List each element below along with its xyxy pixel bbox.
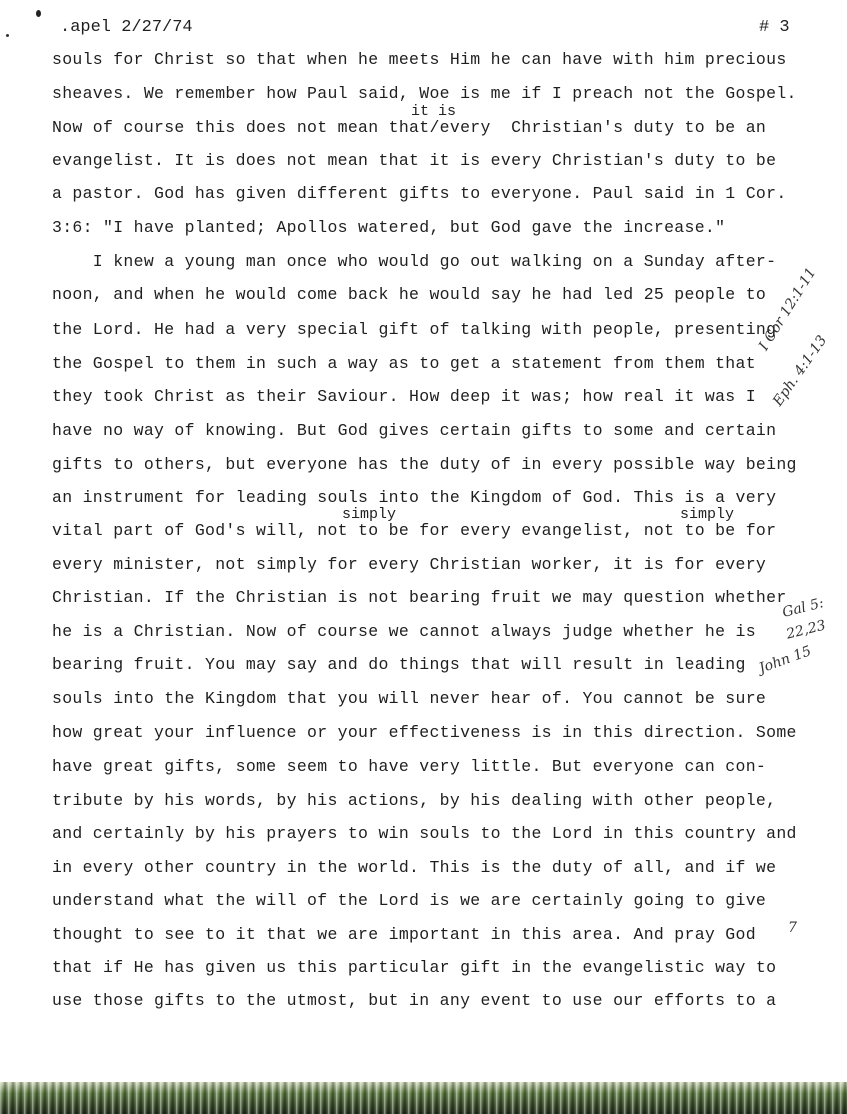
text-line: that if He has given us this particular gift in the evangelistic way to: [52, 958, 777, 977]
page-number: # 3: [759, 18, 790, 37]
text-line: bearing fruit. You may say and do things that will result in leading: [52, 655, 746, 674]
text-line: they took Christ as their Saviour. How deep it was; how real it was I: [52, 387, 756, 406]
text-line: tribute by his words, by his actions, by his dealing with other people,: [52, 791, 777, 810]
text-line: a pastor. God has given different gifts to everyone. Paul said in 1 Cor.: [52, 184, 787, 203]
margin-note: 22,23: [784, 617, 828, 643]
text-line: noon, and when he would come back he would say he had led 25 people to: [52, 285, 767, 304]
text-line: the Lord. He had a very special gift of talking with people, presenting: [52, 320, 777, 339]
text-line: I knew a young man once who would go out walking on a Sunday after-: [52, 252, 777, 271]
page-header-left: .apel 2/27/74: [60, 18, 193, 37]
interlinear-insertion: it is: [411, 103, 457, 120]
interlinear-insertion: simply: [680, 506, 735, 523]
text-line: Christian. If the Christian is not bearing fruit we may question whether: [52, 588, 787, 607]
text-line: thought to see to it that we are important in this area. And pray God: [52, 925, 756, 944]
text-line: Now of course this does not mean that/every Christian's duty to be an: [52, 118, 767, 137]
margin-note: 7: [788, 920, 797, 936]
interlinear-insertion: simply: [342, 506, 397, 523]
text-line: the Gospel to them in such a way as to get a statement from them that: [52, 354, 756, 373]
scan-speck: [6, 34, 9, 37]
text-line: understand what the will of the Lord is we are certainly going to give: [52, 891, 767, 910]
text-line: have great gifts, some seem to have very little. But everyone can con-: [52, 757, 767, 776]
text-line: evangelist. It is does not mean that it is every Christian's duty to be: [52, 151, 777, 170]
text-line: gifts to others, but everyone has the duty of in every possible way being: [52, 455, 797, 474]
scan-speck: [36, 10, 41, 17]
text-line: souls into the Kingdom that you will never hear of. You cannot be sure: [52, 689, 767, 708]
margin-note: Gal 5:: [780, 595, 826, 621]
margin-note: I Cor 12:1-11: [756, 265, 820, 354]
text-line: souls for Christ so that when he meets Him he can have with him precious: [52, 50, 787, 69]
text-line: in every other country in the world. This is the duty of all, and if we: [52, 858, 777, 877]
scan-edge-strip: [0, 1082, 847, 1114]
text-line: sheaves. We remember how Paul said, Woe is me if I preach not the Gospel.: [52, 84, 797, 103]
text-line: 3:6: "I have planted; Apollos watered, but God gave the increase.": [52, 218, 726, 237]
text-line: he is a Christian. Now of course we cannot always judge whether he is: [52, 622, 756, 641]
text-line: vital part of God's will, not to be for every evangelist, not to be for: [52, 521, 777, 540]
text-line: and certainly by his prayers to win souls to the Lord in this country and: [52, 824, 797, 843]
margin-note: John 15: [756, 643, 814, 677]
text-line: have no way of knowing. But God gives certain gifts to some and certain: [52, 421, 777, 440]
text-line: use those gifts to the utmost, but in any event to use our efforts to a: [52, 991, 777, 1010]
text-line: an instrument for leading souls into the Kingdom of God. This is a very: [52, 488, 777, 507]
text-line: every minister, not simply for every Christian worker, it is for every: [52, 555, 767, 574]
text-line: how great your influence or your effectiveness is in this direction. Some: [52, 723, 797, 742]
margin-note: Eph. 4:1-13: [770, 332, 831, 410]
